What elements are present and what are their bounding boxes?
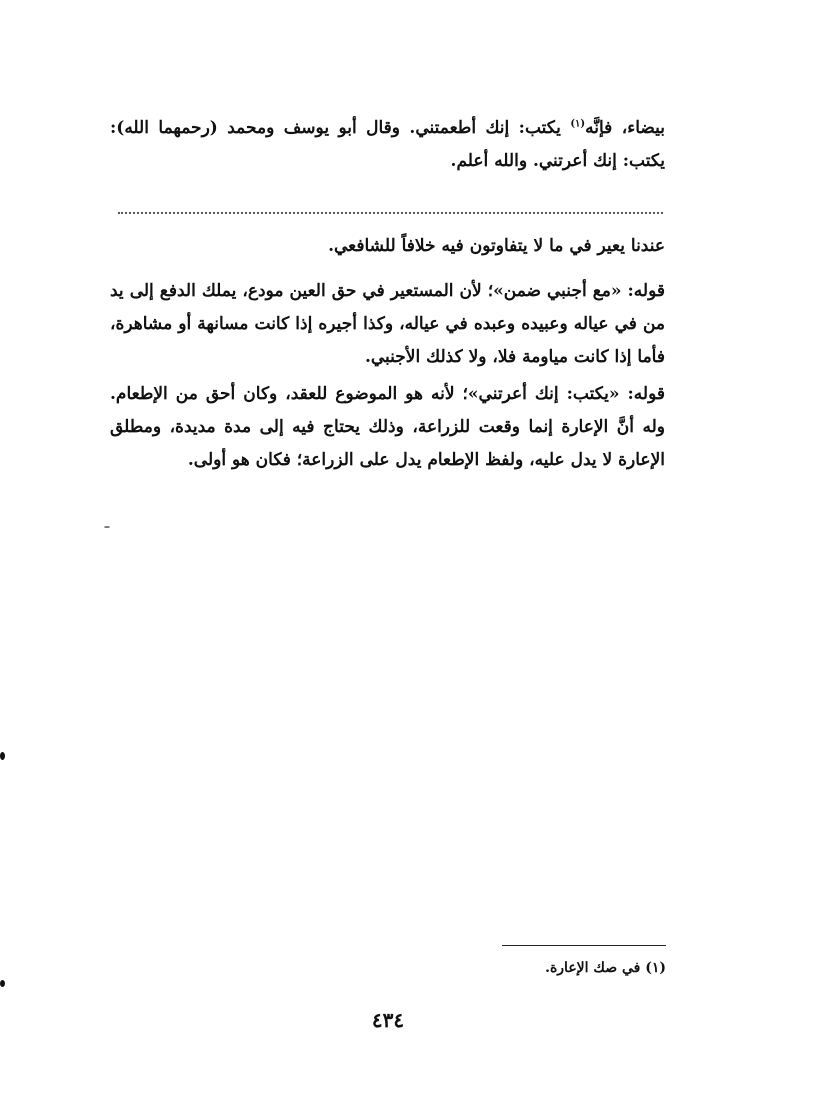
scan-speck <box>104 526 110 528</box>
text-after-ref: يكتب: إنك أطعمتني. وقال أبو يوسف ومحمد (رحمهما الله): يكتب: إنك أعرتني. والله أعلم. <box>110 118 665 171</box>
paragraph-text: قوله: «مع أجنبي ضمن»؛ لأن المستعير في حق العين مودع، يملك الدفع إلى يد من في عياله وعبيده وعبده في عياله، وكذا أجيره إذا كانت مسانهة أو مشاهرة، فأما إذا كانت مياومة فلا، ولا كذلك الأجنبي. <box>110 281 665 367</box>
footnote-divider <box>502 945 666 946</box>
paragraph-text <box>110 112 665 178</box>
page-number: ٤٣٤ <box>371 1008 405 1032</box>
footnote: (١) في صك الإعارة. <box>545 960 666 976</box>
paragraph-commentary-2 <box>110 275 665 374</box>
scan-speck <box>0 752 5 760</box>
paragraph-text: عندنا يعير في ما لا يتفاوتون فيه خلافاً للشافعي. <box>328 236 665 256</box>
paragraph-ruling <box>110 112 665 178</box>
paragraph-commentary-3 <box>110 378 665 477</box>
section-divider <box>118 212 663 214</box>
paragraph-commentary-1 <box>110 230 665 263</box>
footnote-ref-mark[interactable]: (١) <box>570 118 586 130</box>
scan-speck <box>0 980 5 987</box>
text-before-ref: بيضاء، فإنَّه <box>585 118 665 138</box>
paragraph-text: قوله: «يكتب: إنك أعرتني»؛ لأنه هو الموضوع للعقد، وكان أحق من الإطعام. وله أنَّ الإعارة إنما وقعت للزراعة، وذلك يحتاج فيه إلى مدة مديدة، ومطلق الإعارة لا يدل عليه، ولفظ الإطعام يدل على الزراعة؛ فكان هو أولى. <box>110 384 665 470</box>
